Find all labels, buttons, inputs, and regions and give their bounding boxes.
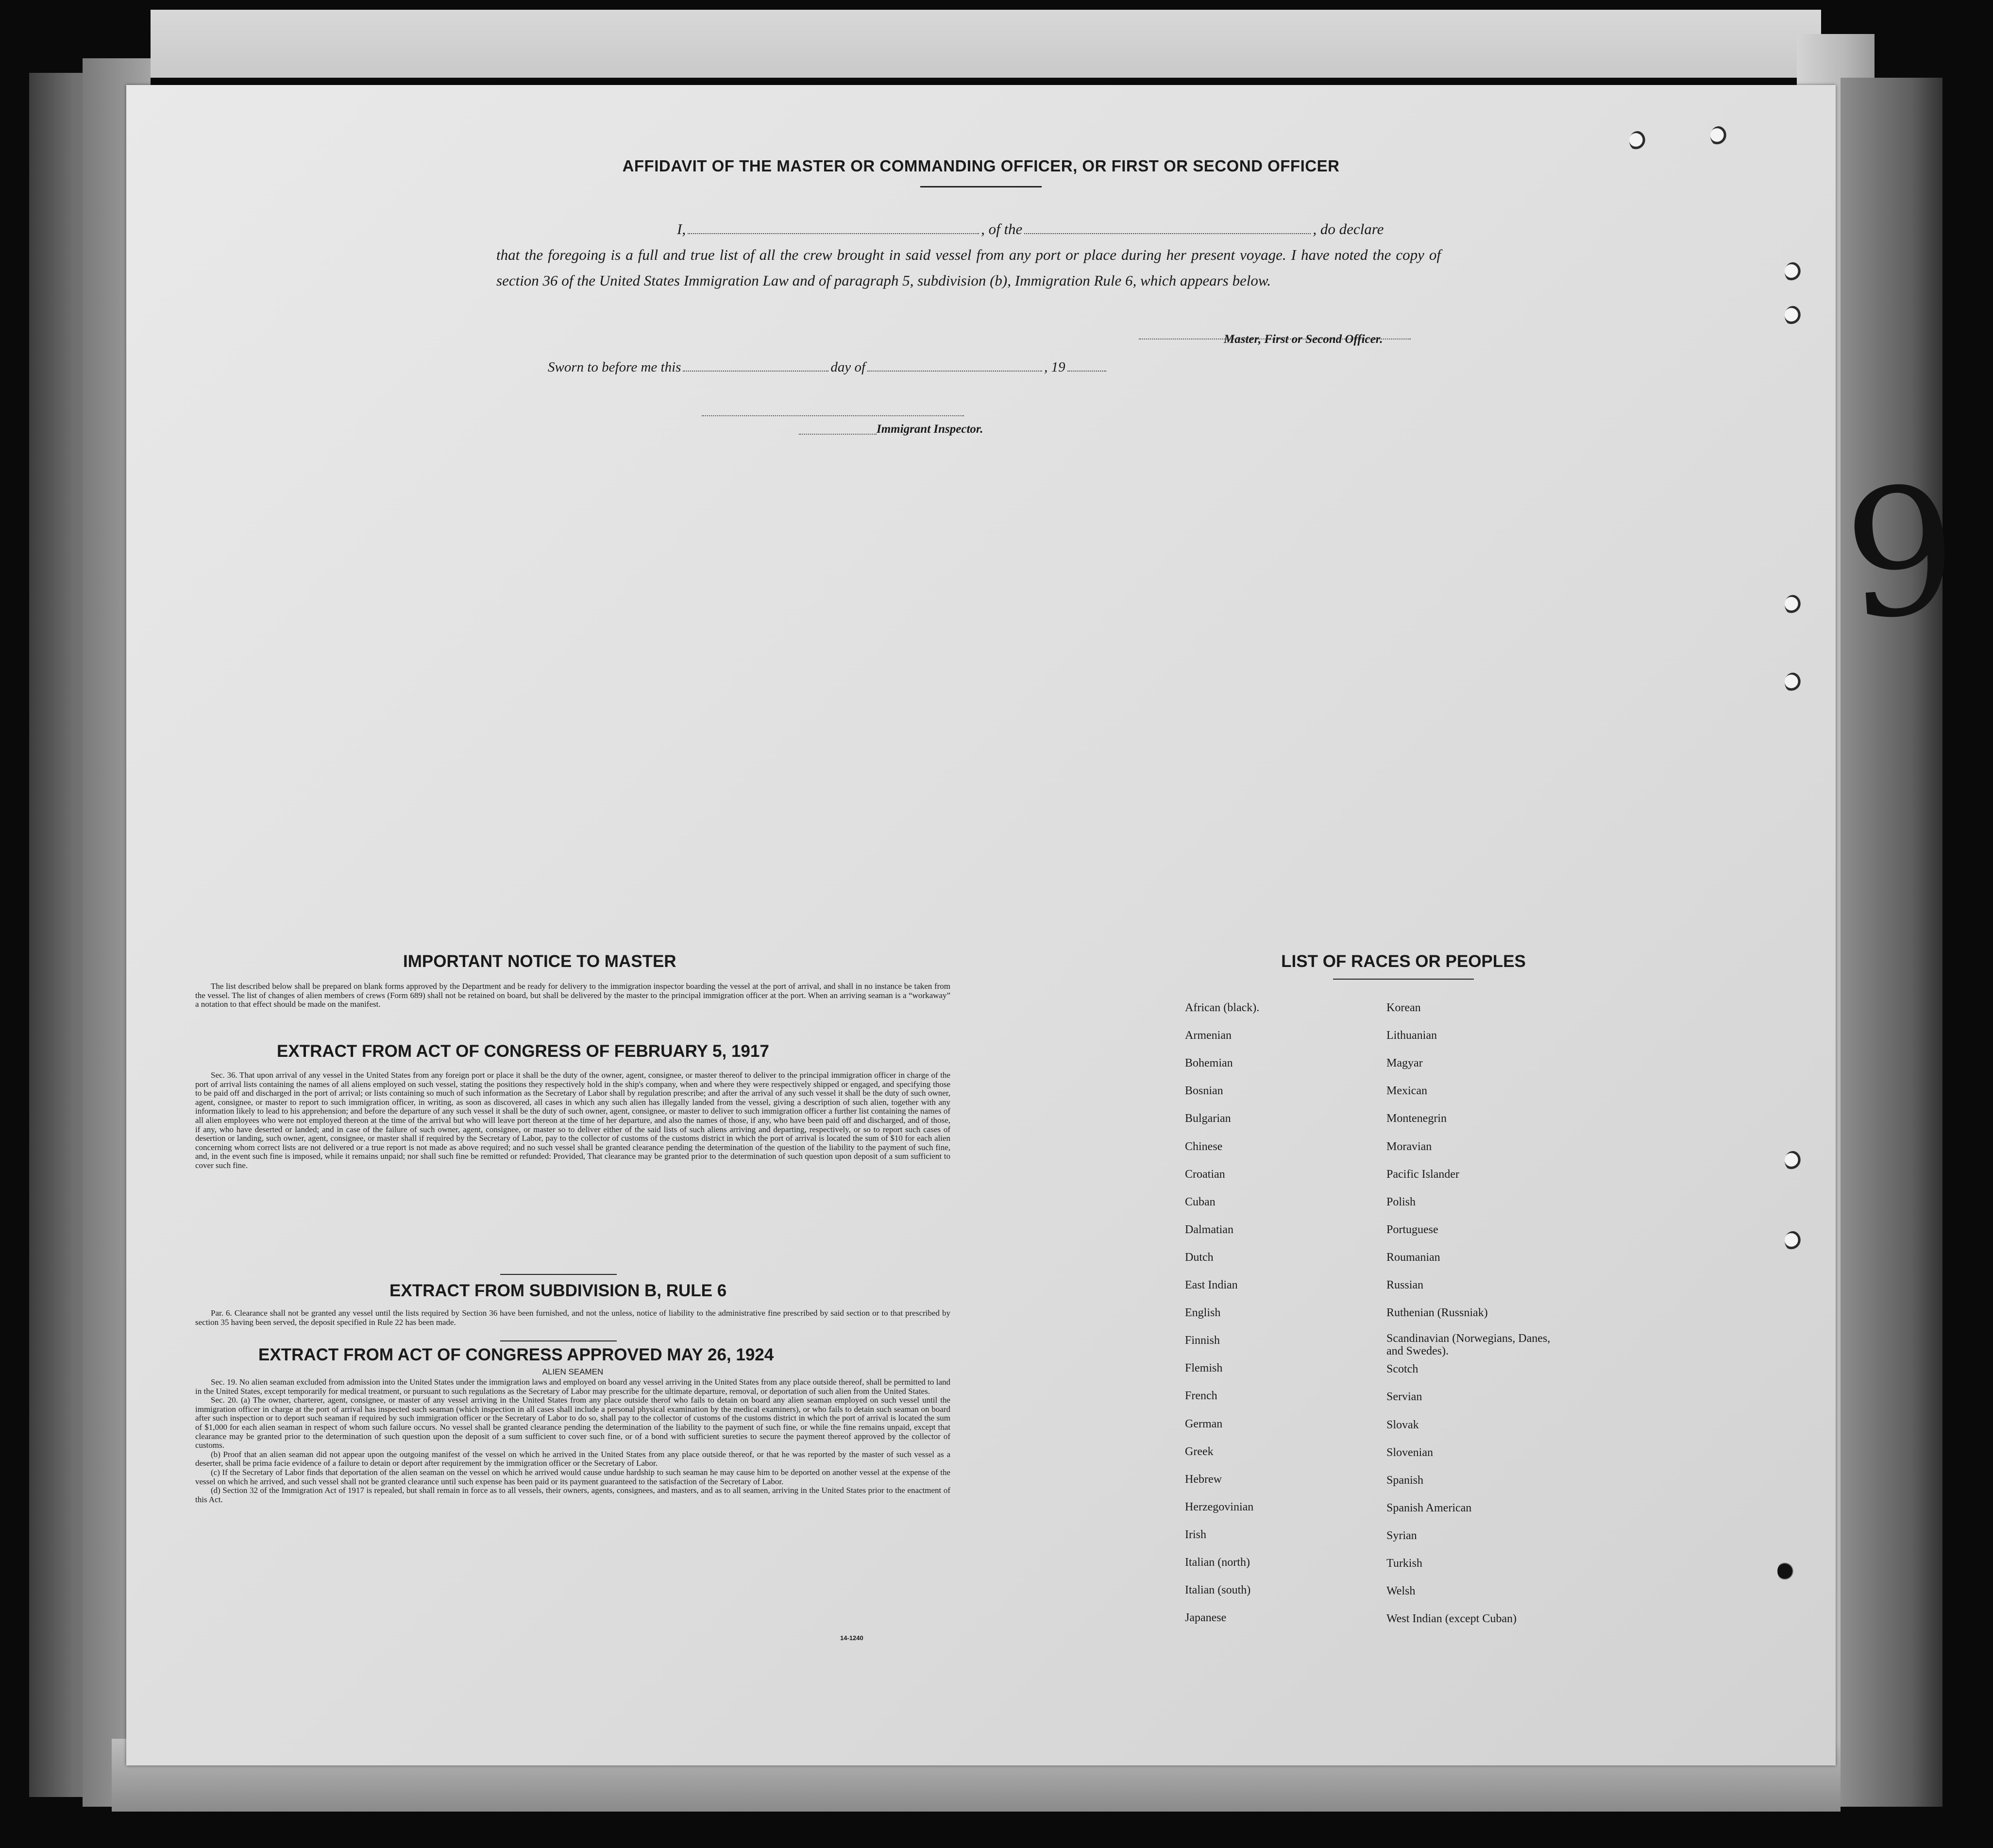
extract-1924-paragraph: (d) Section 32 of the Immigration Act of 1917 is repealed, but shall remain in force as to all vessels, their owners, agents, consignees, and masters, and as to all seamen, arriving in the United States prior to the enactment of this Act. [195,1486,950,1504]
race-item: Italian (north) [1185,1556,1250,1569]
race-item: Irish [1185,1528,1206,1541]
extract-1924-paragraph: Sec. 19. No alien seaman excluded from admission into the United States under the immigration laws and employed on board any vessel arriving in the United States from any place outside thereof, shall be permitted to land in the United States, except temporarily for medical treatment, or pursuant to such regulations as the Secretary of Labor may prescribe for the ultimate departure, removal, or deportation of such alien from the United States. [195,1377,950,1396]
punch-hole [1785,595,1801,614]
affidavit-declaration [496,216,1441,293]
extract-1924-paragraph: (c) If the Secretary of Labor finds that deportation of the alien seaman on the vessel on which he arrived would cause undue hardship to such seaman he may cause him to be deported on another vessel at the expense of the vessel on which he arrived, and such vessel shall not be granted clearance until such expense has been paid or its payment guaranteed to the satisfaction of the Secretary of Labor. [195,1467,950,1486]
section-rule [500,1274,617,1275]
race-item: Portuguese [1386,1223,1438,1236]
race-item: Bohemian [1185,1057,1233,1070]
race-item: Flemish [1185,1362,1223,1375]
race-item: Servian [1386,1390,1422,1404]
declaration-i: I, [677,220,686,237]
extract-1924-text [195,1378,950,1504]
race-item: Italian (south) [1185,1584,1251,1597]
race-item: Chinese [1185,1140,1223,1153]
race-item: Herzegovinian [1185,1500,1254,1513]
race-item: Russian [1386,1279,1424,1291]
race-item: Hebrew [1185,1473,1222,1486]
notice-paragraph: The list described below shall be prepared on blank forms approved by the Department and be ready for delivery to the immigration inspector boarding the vessel at the port of arrival, and shall in no instance be taken from the vessel. The list of changes of alien members of crews (Form 689) shall not be retained on board, but shall be delivered by the master to the principal immigration officer at the port. When an arriving seaman is a “workaway” a notation to that effect should be made on the manifest. [195,982,950,1009]
sworn-line [548,359,1108,375]
section-rule [500,1340,617,1341]
race-item: African (black). [1185,1001,1260,1014]
race-item: Spanish [1386,1474,1424,1487]
race-item: Lithuanian [1386,1029,1437,1042]
race-item: Armenian [1185,1029,1232,1042]
form-number: 14-1240 [840,1634,863,1642]
race-item: English [1185,1306,1221,1320]
punch-hole [1785,673,1801,692]
race-item: Spanish American [1386,1501,1472,1514]
inspector-blank-lead [799,434,877,435]
binding-edge-right [1841,78,1942,1807]
declaration-end: , do declare [1313,220,1384,237]
month-blank [867,371,1042,372]
day-blank [683,371,828,372]
race-item: Roumanian [1386,1251,1440,1264]
race-item: German [1185,1417,1223,1430]
race-item: Croatian [1185,1168,1225,1181]
race-item: Ruthenian (Russniak) [1386,1306,1488,1320]
declaration-body: that the foregoing is a full and true list of all the crew brought in said vessel from any port or place during her present voyage. I have noted the copy of section 36 of the United States Immigration Law and of paragraph 5, subdivision (b), Immigration Rule 6, which appears below. [496,246,1441,289]
races-title-rule [1333,979,1474,980]
extract-1924-paragraph: Sec. 20. (a) The owner, charterer, agent, consignee, or master of any vessel arriving in the United States from any place outside therof who fails to detain on board any alien seaman employed on such vessel until the immigration officer in charge at the port of arrival has inspected such seaman (which inspection in all cases shall include a personal physical examination by the medical examiners), or who fails to detain such seaman on board after such inspection or to deport such seaman if required by such immigration officer or the Secretary of Labor to do so, shall pay to the collector of customs of the customs district in which the port of arrival is located the sum of $1,000 for each alien seaman in respect of whom such failure occurs. No vessel shall be granted clearance pending the determination of the liability to the payment of such fine, or while the fine remains unpaid, except that clearance may be granted prior to the determination of such question upon the deposit of a sum sufficient to cover such fine, or of a bond with sufficient sureties to secure the payment thereof approved by the collector of customs. [195,1395,950,1450]
race-item: Finnish [1185,1334,1220,1347]
race-item: Montenegrin [1386,1112,1447,1125]
sworn-day-of: day of [830,359,866,375]
race-item: Dutch [1185,1251,1214,1264]
title-rule [920,186,1042,187]
race-item: Turkish [1386,1557,1422,1570]
sworn-start: Sworn to before me this [548,359,681,375]
race-item: Bosnian [1185,1085,1223,1098]
punch-hole [1710,126,1727,146]
punch-hole [1785,1151,1801,1170]
race-item: Bulgarian [1185,1112,1231,1125]
extract-rule6-text [195,1309,950,1327]
race-item: West Indian (except Cuban) [1386,1612,1517,1626]
handwritten-mark: 9 [1838,448,1964,659]
race-item: East Indian [1185,1279,1238,1291]
punch-hole [1785,262,1801,282]
punch-hole [1785,306,1801,325]
race-item: French [1185,1390,1217,1403]
signature-label: Master, First or Second Officer. [1224,333,1383,346]
extract-1917-text [195,1071,950,1170]
affidavit-title: AFFIDAVIT OF THE MASTER OR COMMANDING OFFICER, OR FIRST OR SECOND OFFICER [622,157,1340,175]
punch-hole [1777,1561,1794,1581]
race-item: Cuban [1185,1195,1216,1208]
vessel-blank [1024,233,1311,234]
extract-rule6-title: EXTRACT FROM SUBDIVISION B, RULE 6 [389,1281,727,1300]
extract-1924-subtitle: ALIEN SEAMEN [542,1367,604,1376]
year-blank [1067,371,1106,372]
extract-1917-title: EXTRACT FROM ACT OF CONGRESS OF FEBRUARY 5, 1917 [277,1042,769,1061]
manifest-page [126,85,1836,1765]
extract-1917-paragraph: Sec. 36. That upon arrival of any vessel in the United States from any foreign port or place it shall be the duty of the owner, agent, consignee, or master thereof to deliver to the principal immigration officer in charge of the port of arrival lists containing the names of all aliens employed on such vessel, stating the positions they respectively hold in the ship's company, when and where they were respectively shipped or engaged, and specifying those to be paid off and discharged in the port of arrival; or lists containing so much of such information as the Secretary of Labor shall by regulation prescribe; and after the arrival of any such vessel it shall be the duty of such owner, agent, consignee, or master to report to such immigration officer, in writing, as soon as discovered, all cases in which any such alien has illegally landed from the vessel, giving a description of such alien, together with any information likely to lead to his apprehension; and before the departure of any such vessel it shall be the duty of such owner, agent, consignee, or master to deliver to such immigration officer a further list containing the names of all alien employees who were not employed thereon at the time of the arrival but who will leave port thereon at the time of her departure, and also the names of those, if any, who have been paid off and discharged, and of those, if any, who have deserted or landed; and in case of the failure of such owner, agent, consignee, or master so to deliver either of the said lists of such aliens arriving and departing, respectively, or so to report such cases of desertion or landing, such owner, agent, consignee, or master shall if required by the Secretary of Labor, pay to the collector of customs of the customs district in which the port of arrival is located the sum of $10 for each alien concerning whom correct lists are not delivered or a true report is not made as above required; and no such vessel shall be granted clearance pending the determination of the question of the liability to the payment of such fine, and, in the event such fine is imposed, while it remains unpaid; nor shall such fine be remitted or refunded: Provided, That clearance may be granted prior to the determination of such question upon deposit of a sum sufficient to cover such fine. [195,1070,950,1170]
race-item: Welsh [1386,1585,1416,1598]
notice-title: IMPORTANT NOTICE TO MASTER [403,952,676,971]
punch-hole [1785,1231,1801,1251]
sworn-year: , 19 [1044,359,1065,375]
races-title: LIST OF RACES OR PEOPLES [1281,952,1526,971]
race-item: Slovak [1386,1418,1419,1431]
extract-1924-title: EXTRACT FROM ACT OF CONGRESS APPROVED MAY 26, 1924 [258,1345,774,1364]
inspector-blank [702,415,964,416]
declaration-of-the: , of the [981,220,1023,237]
race-item: Korean [1386,1001,1421,1014]
race-item: Dalmatian [1185,1223,1233,1236]
name-blank [688,233,979,234]
race-item: Syrian [1386,1529,1417,1542]
race-item: Moravian [1386,1140,1432,1153]
race-item: Scandinavian (Norwegians, Danes, and Swedes). [1386,1332,1551,1358]
extract-rule6-paragraph: Par. 6. Clearance shall not be granted any vessel until the lists required by Section 36 have been furnished, and not the unless, notice of liability to the administrative fine prescribed by said section or to that prescribed by section 35 having been served, the deposit specified in Rule 22 has been made. [195,1308,950,1327]
race-item: Magyar [1386,1057,1423,1070]
punch-hole [1629,131,1646,151]
race-item: Polish [1386,1195,1416,1208]
race-item: Japanese [1185,1611,1227,1625]
page-stack-top [151,10,1821,78]
race-item: Pacific Islander [1386,1168,1459,1181]
race-item: Scotch [1386,1363,1419,1376]
race-item: Greek [1185,1445,1214,1458]
race-item: Slovenian [1386,1446,1433,1459]
race-item: Mexican [1386,1085,1427,1098]
notice-text [195,982,950,1009]
inspector-label: Immigrant Inspector. [877,423,983,436]
extract-1924-paragraph: (b) Proof that an alien seaman did not appear upon the outgoing manifest of the vessel on which he arrived in the United States from any place outside thereof, or that he was reported by the master of such vessel as a deserter, shall be prima facie evidence of a failure to detain or deport after requirement by the immigration officer or the Secretary of Labor. [195,1449,950,1468]
